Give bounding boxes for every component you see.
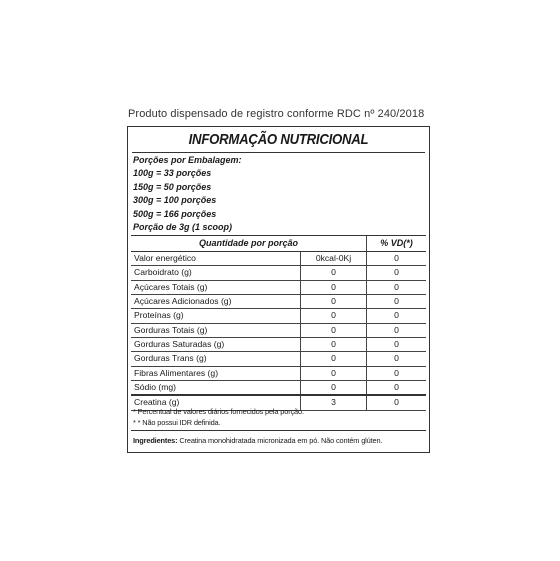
registration-notice: Produto dispensado de registro conforme RDC nº 240/2018: [128, 108, 425, 120]
nutrition-table: [131, 235, 426, 411]
nutrient-daily-value: 0: [394, 382, 399, 393]
servings-line: 100g = 33 porções: [133, 168, 212, 179]
nutrient-daily-value: 0: [394, 339, 399, 350]
nutrient-name: Carboidrato (g): [131, 266, 301, 279]
nutrient-name: Valor energético: [131, 252, 301, 265]
nutrient-daily-value: 0: [394, 267, 399, 278]
servings-line: 300g = 100 porções: [133, 195, 217, 206]
header-quantity: Quantidade por porção: [131, 236, 367, 251]
footnote-daily-value: * Percentual de valores diários fornecidos pela porção.: [133, 407, 304, 416]
nutrient-quantity: 3: [301, 396, 367, 409]
table-header: [131, 235, 426, 252]
table-row: [131, 281, 426, 295]
nutrient-daily-value: 0: [394, 281, 399, 292]
nutrient-quantity: 0: [301, 367, 367, 380]
nutrient-name: Gorduras Totais (g): [131, 324, 301, 337]
table-row: [131, 324, 426, 338]
nutrient-name: Gorduras Saturadas (g): [131, 338, 301, 351]
servings-block: [133, 154, 425, 234]
nutrition-facts-label: [127, 126, 430, 453]
table-row: [131, 338, 426, 352]
nutrient-quantity: 0: [301, 352, 367, 365]
ingredients-text: Creatina monohidratada micronizada em pó. Não contém glúten.: [177, 436, 383, 445]
nutrient-name: Fibras Alimentares (g): [131, 367, 301, 380]
ingredients-divider: [131, 430, 426, 431]
nutrient-daily-value: 0: [394, 310, 399, 321]
nutrient-daily-value: 0: [394, 253, 399, 263]
nutrient-daily-value: 0: [394, 397, 399, 408]
nutrient-quantity: 0: [301, 281, 367, 294]
servings-line: 500g = 166 porções: [133, 208, 217, 219]
nutrient-quantity: 0: [301, 295, 367, 308]
nutrient-quantity: 0: [301, 266, 367, 279]
table-row: [131, 381, 426, 396]
label-title: INFORMAÇÃO NUTRICIONAL: [188, 131, 369, 148]
nutrient-daily-value: 0: [394, 367, 399, 378]
header-daily-value: % VD(*): [380, 238, 413, 248]
table-row: [131, 309, 426, 323]
nutrient-name: Açúcares Adicionados (g): [131, 295, 301, 308]
title-divider: [132, 152, 425, 153]
nutrient-name: Creatina (g): [131, 396, 301, 409]
table-row: [131, 252, 426, 266]
nutrient-daily-value: 0: [394, 296, 399, 307]
nutrient-daily-value: 0: [394, 353, 399, 364]
serving-size: Porção de 3g (1 scoop): [133, 222, 233, 233]
nutrient-quantity: 0kcal-0Kj: [301, 252, 367, 265]
ingredients-label: Ingredientes:: [133, 436, 178, 445]
nutrient-quantity: 0: [301, 309, 367, 322]
nutrient-quantity: 0: [301, 381, 367, 394]
footnote-no-idr: * * Não possui IDR definida.: [133, 418, 221, 427]
table-row: [131, 367, 426, 381]
table-row: [131, 352, 426, 366]
nutrient-daily-value: 0: [394, 324, 399, 335]
footnotes: [133, 406, 425, 428]
nutrient-name: Açúcares Totais (g): [131, 281, 301, 294]
servings-heading: Porções por Embalagem:: [133, 155, 242, 165]
ingredients-block: [133, 435, 425, 446]
servings-line: 150g = 50 porções: [133, 181, 212, 192]
nutrient-quantity: 0: [301, 338, 367, 351]
nutrient-quantity: 0: [301, 324, 367, 337]
nutrient-name: Sódio (mg): [131, 381, 301, 394]
table-row: [131, 295, 426, 309]
nutrient-name: Gorduras Trans (g): [131, 352, 301, 365]
table-row: [131, 266, 426, 280]
nutrient-name: Proteínas (g): [131, 309, 301, 322]
